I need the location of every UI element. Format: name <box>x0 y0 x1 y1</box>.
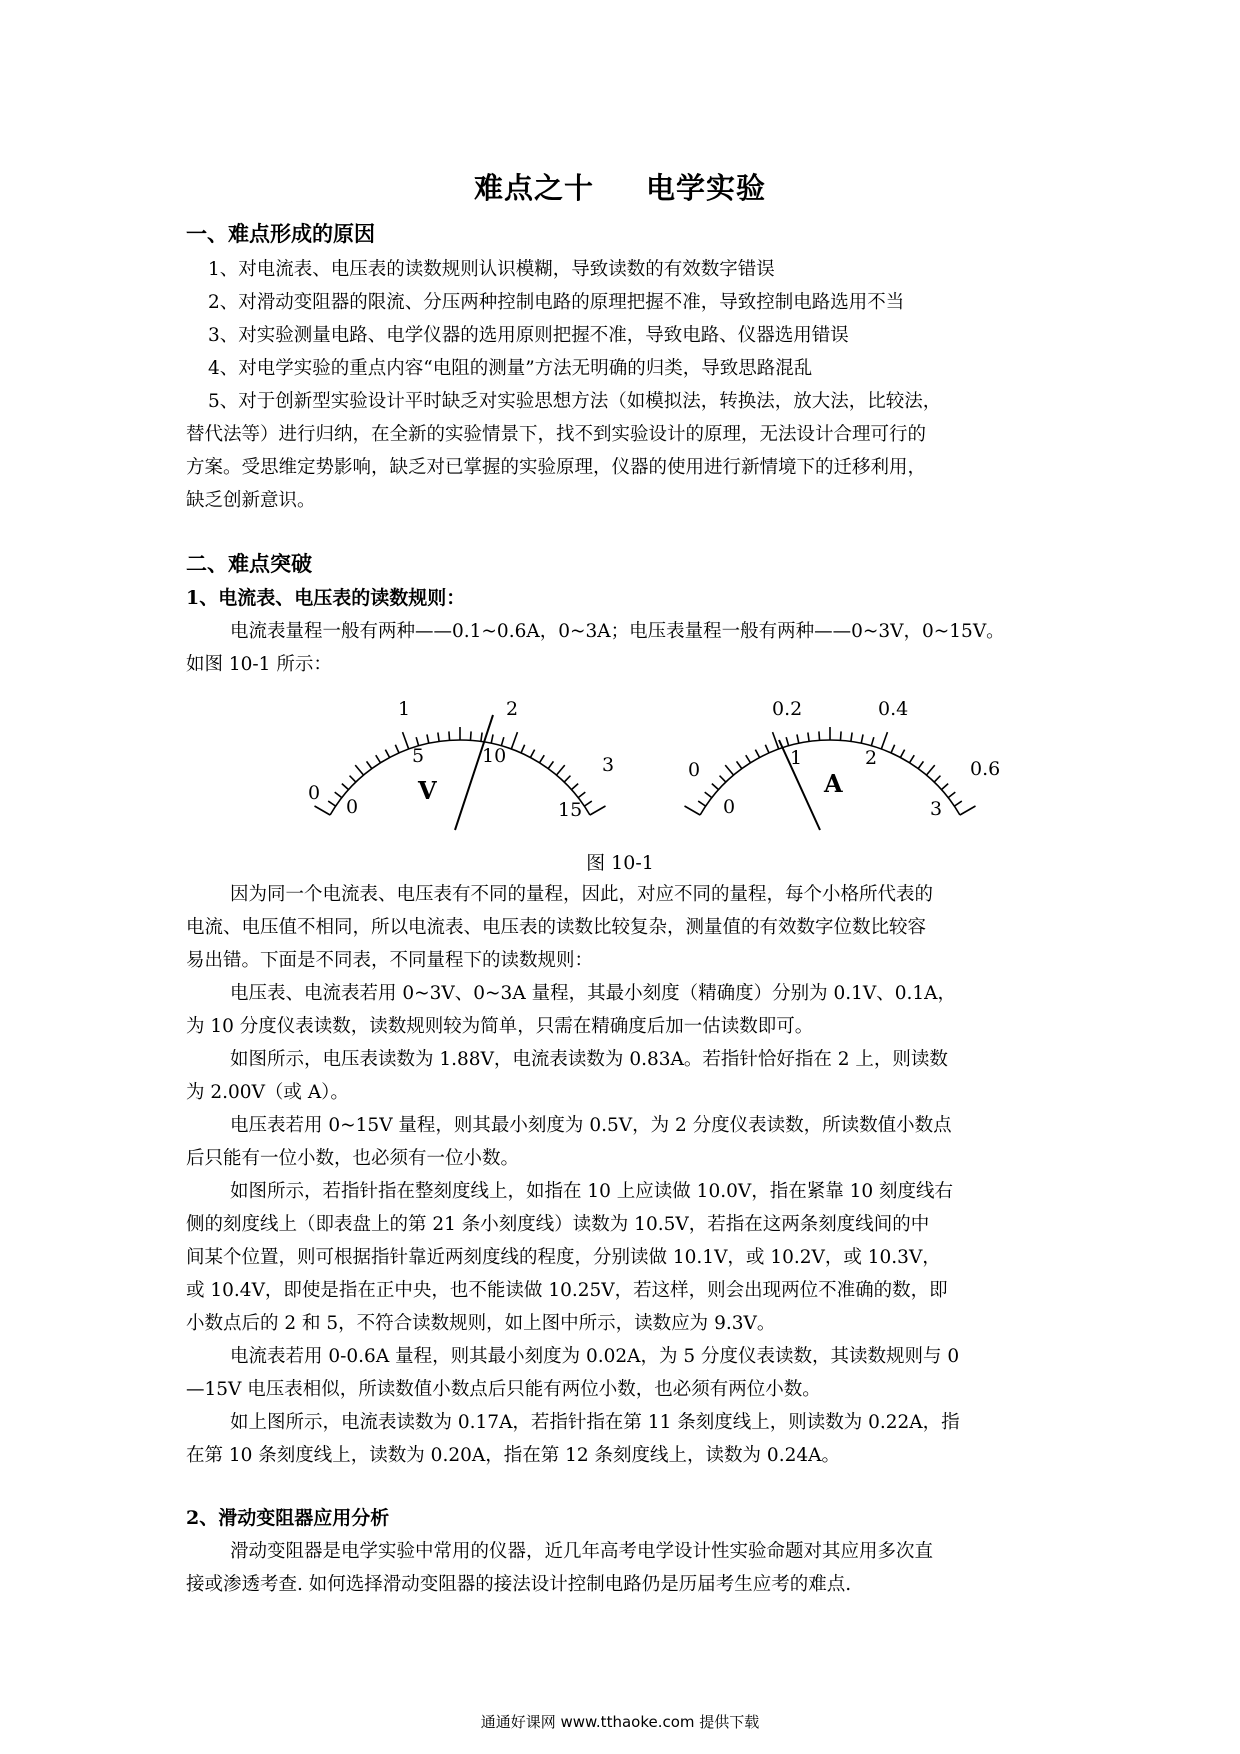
ammeter-tick <box>819 731 820 740</box>
ammeter-tick <box>698 801 705 806</box>
voltmeter-tick <box>571 784 578 790</box>
voltmeter-tick <box>427 734 429 743</box>
section2-heading: 二、难点突破 <box>186 551 312 576</box>
footer-credit: 通通好课网 www.tthaoke.com 提供下载 <box>480 1713 760 1731</box>
para6-line2: —15V 电压表相似，所读数值小数点后只能有两位小数，也必须有两位小数。 <box>186 1379 821 1400</box>
ammeter-tick <box>948 792 955 798</box>
para3-line2: 为 2.00V（或 A）。 <box>186 1082 349 1103</box>
ammeter-tick <box>765 745 769 753</box>
para7-line1: 如上图所示，电流表读数为 0.17A，若指针指在第 11 条刻度线上，则读数为 0.22A，指 <box>230 1412 960 1433</box>
ammeter-tick <box>941 784 948 790</box>
voltmeter-dial <box>300 690 640 840</box>
para6-line1: 电流表若用 0-0.6A 量程，则其最小刻度为 0.02A，为 5 分度仪表读数，其读数规则与 0 <box>230 1346 960 1367</box>
subsection2-heading: 2、滑动变阻器应用分析 <box>186 1507 390 1529</box>
voltmeter-tick <box>395 745 399 753</box>
section1-item-5-line3: 方案。受思维定势影响，缺乏对已掌握的实验原理，仪器的使用进行新情境下的迁移利用， <box>186 457 927 478</box>
para5-line4: 或 10.4V，即使是指在正中央，也不能读做 10.25V，若这样，则会出现两位不准确的数，即 <box>186 1280 948 1301</box>
ammeter-06A-label-02: 0.2 <box>772 698 803 720</box>
ammeter-tick <box>773 732 779 749</box>
voltmeter-tick <box>556 765 564 775</box>
para5-line2: 侧的刻度线上（即表盘上的第 21 条小刻度线）读数为 10.5V，若指在这两条刻度线间的中 <box>186 1214 930 1235</box>
voltmeter-tick <box>449 731 450 740</box>
section1-item-5-line1: 5、对于创新型实验设计平时缺乏对实验思想方法（如模拟法，转换法，放大法，比较法， <box>208 391 942 412</box>
para7-line2: 在第 10 条刻度线上，读数为 0.20A，指在第 12 条刻度线上，读数为 0.24A。 <box>186 1445 840 1466</box>
ammeter-tick <box>712 784 719 790</box>
ammeter-3A-label-1: 1 <box>790 747 803 769</box>
voltmeter-tick <box>385 750 389 758</box>
ammeter-tick <box>797 734 799 743</box>
ammeter-tick <box>861 734 863 743</box>
voltmeter-tick <box>530 750 534 758</box>
voltmeter-tick <box>350 776 356 782</box>
voltmeter-symbol: V <box>418 776 437 805</box>
voltmeter-15V-label-15: 15 <box>558 799 583 821</box>
voltmeter-tick <box>376 755 381 763</box>
voltmeter-scale-arc <box>330 740 590 815</box>
voltmeter-tick <box>491 734 493 743</box>
ammeter-tick <box>960 806 976 815</box>
ammeter-06A-label-04: 0.4 <box>878 698 909 720</box>
section1-item-5-line2: 替代法等）进行归纳，在全新的实验情景下，找不到实验设计的原理，无法设计合理可行的 <box>186 424 927 445</box>
voltmeter-3V-label-1: 1 <box>398 698 411 720</box>
ammeter-tick <box>808 733 809 742</box>
ammeter-tick <box>840 731 841 740</box>
voltmeter-3V-label-3: 3 <box>602 754 615 776</box>
ammeter-tick <box>705 792 712 798</box>
voltmeter-tick <box>328 801 335 806</box>
ammeter-06A-label-06: 0.6 <box>970 758 1001 780</box>
section1-item-5-line4: 缺乏创新意识。 <box>186 490 316 511</box>
para5-line1: 如图所示，若指针指在整刻度线上，如指在 10 上应读做 10.0V，指在紧靠 10 刻度线右 <box>230 1181 954 1202</box>
subsection1-heading: 1、电流表、电压表的读数规则： <box>186 587 466 609</box>
voltmeter-tick <box>584 801 591 806</box>
ammeter-tick <box>918 761 923 768</box>
para1-line2: 电流、电压值不相同，所以电流表、电压表的读数比较复杂，测量值的有效数字位数比较容 <box>186 917 927 938</box>
voltmeter-tick <box>315 806 331 815</box>
page-title <box>0 166 1240 207</box>
section1-item-1: 1、对电流表、电压表的读数规则认识模糊，导致读数的有效数字错误 <box>208 259 775 280</box>
ammeter-tick <box>685 806 701 815</box>
ammeter-tick <box>786 737 788 746</box>
voltmeter-tick <box>590 806 606 815</box>
section1-heading: 一、难点形成的原因 <box>186 221 375 246</box>
title-part2: 电学实验 <box>646 171 767 205</box>
para4-line1: 电压表若用 0~15V 量程，则其最小刻度为 0.5V，为 2 分度仪表读数，所读数值小数点 <box>230 1115 952 1136</box>
para3-line1: 如图所示，电压表读数为 1.88V，电流表读数为 0.83A。若指针恰好指在 2 上，则读数 <box>230 1049 948 1070</box>
ammeter-tick <box>725 765 733 775</box>
section1-item-4: 4、对电学实验的重点内容“电阻的测量”方法无明确的归类，导致思路混乱 <box>208 358 813 379</box>
para5-line5: 小数点后的 2 和 5，不符合读数规则，如上图中所示，读数应为 9.3V。 <box>186 1313 776 1334</box>
voltmeter-tick <box>521 745 525 753</box>
para5-line3: 间某个位置，则可根据指针靠近两刻度线的程度，分别读做 10.1V，或 10.2V，或 10.3V， <box>186 1247 941 1268</box>
ammeter-tick <box>737 761 742 768</box>
ammeter-tick <box>909 755 914 763</box>
ammeter-tick <box>881 732 887 749</box>
voltmeter-15V-label-0: 0 <box>346 796 359 818</box>
voltmeter-tick <box>470 731 471 740</box>
voltmeter-tick <box>511 732 517 749</box>
sub2-line2: 接或渗透考查. 如何选择滑动变阻器的接法设计控制电路仍是历届考生应考的难点. <box>186 1574 852 1595</box>
section1-item-2: 2、对滑动变阻器的限流、分压两种控制电路的原理把握不准，导致控制电路选用不当 <box>208 292 905 313</box>
voltmeter-tick <box>335 792 342 798</box>
voltmeter-tick <box>342 784 349 790</box>
ammeter-3A-label-3: 3 <box>930 798 943 820</box>
ammeter-tick <box>746 755 751 763</box>
ammeter-tick <box>954 801 961 806</box>
para4-line2: 后只能有一位小数，也必须有一位小数。 <box>186 1148 520 1169</box>
para1-line1: 因为同一个电流表、电压表有不同的量程，因此，对应不同的量程，每个小格所代表的 <box>230 884 934 905</box>
ammeter-tick <box>926 765 934 775</box>
figure-caption: 图 10-1 <box>586 852 654 874</box>
ammeter-tick <box>851 733 852 742</box>
ammeter-dial <box>680 690 1020 840</box>
section1-item-3: 3、对实验测量电路、电学仪器的选用原则把握不准，导致电路、仪器选用错误 <box>208 325 849 346</box>
ammeter-tick <box>871 737 873 746</box>
ammeter-3A-label-2: 2 <box>865 747 878 769</box>
voltmeter-15V-label-5: 5 <box>412 745 425 767</box>
voltmeter-tick <box>481 733 482 742</box>
ammeter-tick <box>755 750 759 758</box>
voltmeter-tick <box>438 733 439 742</box>
voltmeter-tick <box>367 761 372 768</box>
voltmeter-3V-label-0: 0 <box>308 782 321 804</box>
voltmeter-3V-label-2: 2 <box>506 698 519 720</box>
ammeter-tick <box>900 750 904 758</box>
para1-line3: 易出错。下面是不同表，不同量程下的读数规则： <box>186 950 594 971</box>
para2-line1: 电压表、电流表若用 0~3V、0~3A 量程，其最小刻度（精确度）分别为 0.1V、0.1A， <box>230 983 957 1004</box>
voltmeter-tick <box>403 732 409 749</box>
voltmeter-tick <box>539 755 544 763</box>
ammeter-tick <box>891 745 895 753</box>
voltmeter-tick <box>355 765 363 775</box>
ammeter-06A-label-0: 0 <box>688 759 701 781</box>
ammeter-tick <box>934 776 940 782</box>
voltmeter-tick <box>548 761 553 768</box>
voltmeter-tick <box>564 776 570 782</box>
intro-line-2: 如图 10-1 所示： <box>186 654 332 675</box>
ammeter-symbol: A <box>824 769 843 798</box>
sub2-line1: 滑动变阻器是电学实验中常用的仪器，近几年高考电学设计性实验命题对其应用多次直 <box>230 1541 934 1562</box>
ammeter-tick <box>720 776 726 782</box>
voltmeter-15V-label-10: 10 <box>482 745 507 767</box>
para2-line2: 为 10 分度仪表读数，读数规则较为简单，只需在精确度后加一估读数即可。 <box>186 1016 814 1037</box>
ammeter-3A-label-0: 0 <box>723 796 736 818</box>
voltmeter-tick <box>578 792 585 798</box>
title-part1: 难点之十 <box>473 171 594 205</box>
intro-line-1: 电流表量程一般有两种——0.1~0.6A，0~3A；电压表量程一般有两种——0~3V，0~15V。 <box>230 621 1005 642</box>
